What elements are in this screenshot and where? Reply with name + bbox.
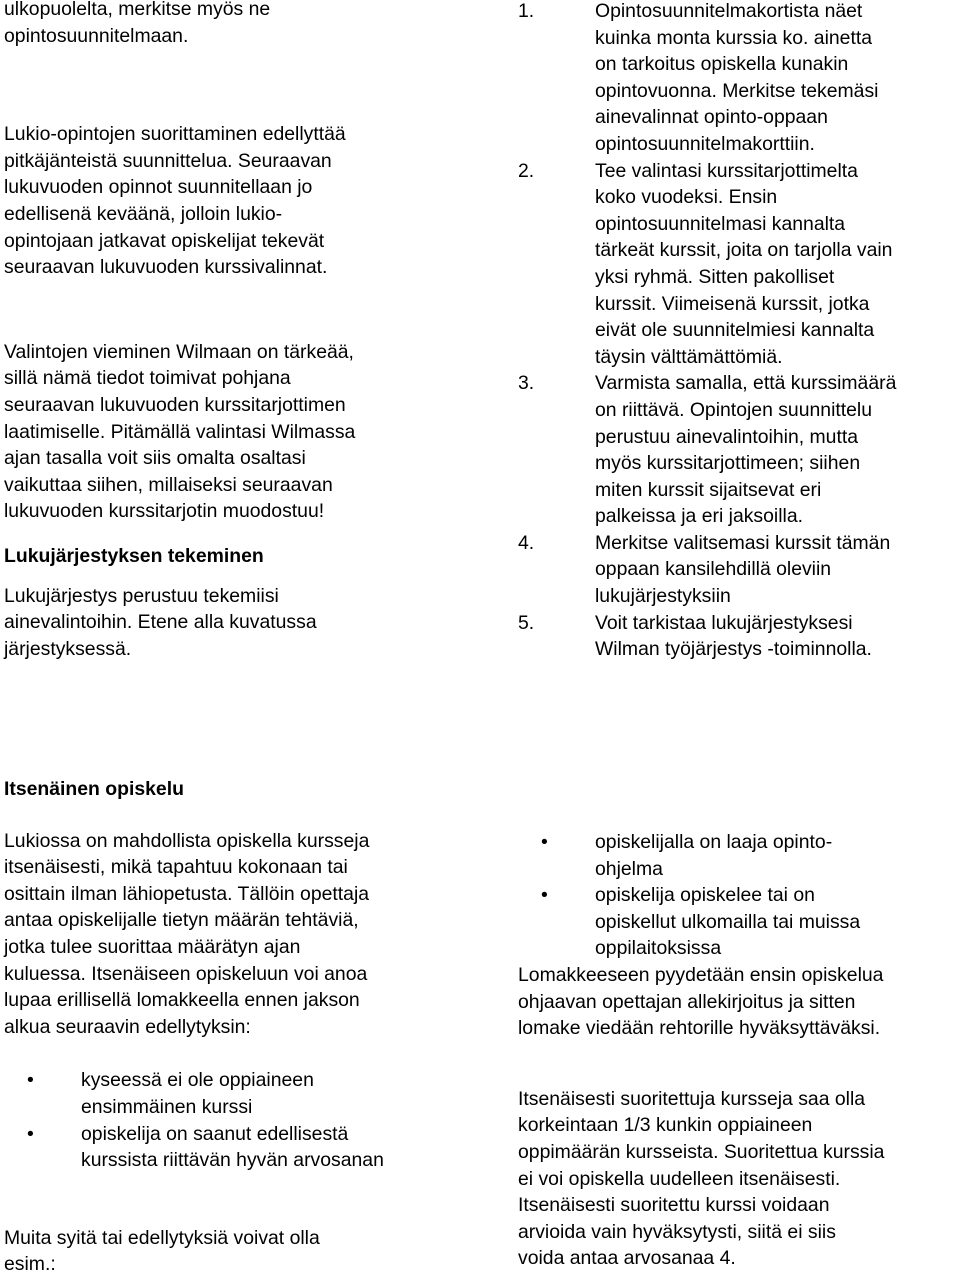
text-line: oppilaitoksissa <box>595 937 722 960</box>
bullet-icon: • <box>27 1069 34 1092</box>
intro-paragraph <box>4 0 474 49</box>
text-line: ajan tasalla voit siis omalta osaltasi <box>4 447 306 470</box>
reasons-list <box>518 829 958 962</box>
step-item <box>518 370 958 530</box>
steps-list <box>518 0 958 663</box>
bullet-icon: • <box>541 831 548 853</box>
text-line: kyseessä ei ole oppiaineen <box>81 1069 314 1092</box>
text-line: Merkitse valitsemasi kurssit tämän <box>595 531 891 554</box>
text-line: perustuu ainevalintoihin, mutta <box>595 425 859 448</box>
steps-column <box>518 0 958 663</box>
text-line: itsenäisesti, mikä tapahtuu kokonaan tai <box>4 856 348 879</box>
text-line: alkua seuraavin edellytyksin: <box>4 1015 251 1038</box>
text-line: opintojaan jatkavat opiskelijat tekevät <box>4 229 325 252</box>
step-number: 3. <box>518 372 535 395</box>
text-line: ohjelma <box>595 857 663 880</box>
other-reasons-paragraph <box>4 1225 494 1278</box>
text-line: Lomakkeeseen pyydetään ensin opiskelua <box>518 963 884 986</box>
grading-paragraph <box>518 1086 958 1272</box>
planning-paragraph <box>4 121 474 281</box>
list-item <box>518 882 958 962</box>
list-item <box>518 829 958 882</box>
step-number: 4. <box>518 531 535 554</box>
text-line: sillä nämä tiedot toimivat pohjana <box>4 367 291 390</box>
text-line: tärkeät kurssit, joita on tarjolla vain <box>595 239 893 262</box>
wilma-paragraph <box>4 339 474 525</box>
text-line: lomake viedään rehtorille hyväksyttäväksi. <box>518 1017 881 1040</box>
bullet-icon: • <box>541 884 548 907</box>
text-line: on tarkoitus opiskella kunakin <box>595 53 849 76</box>
text-line: opintosuunnitelmakorttiin. <box>595 132 815 155</box>
text-line: Varmista samalla, että kurssimäärä <box>595 372 897 395</box>
lower-left-column <box>4 776 494 1278</box>
text-line: jotka tulee suorittaa määrätyn ajan <box>4 935 301 958</box>
text-line: opiskelijalla on laaja opinto- <box>595 831 833 853</box>
lower-right-column <box>518 829 958 1272</box>
text-line: pitkäjänteistä suunnittelua. Seuraavan <box>4 149 332 172</box>
text-line: seuraavan lukuvuoden kurssitarjottimen <box>4 393 346 416</box>
text-line: Tee valintasi kurssitarjottimelta <box>595 159 858 182</box>
text-line: Lukujärjestys perustuu tekemiisi <box>4 584 279 607</box>
text-line: yksi ryhmä. Sitten pakolliset <box>595 265 835 288</box>
text-line: eivät ole suunnitelmiesi kannalta <box>595 319 875 342</box>
text-line: ensimmäinen kurssi <box>81 1095 253 1118</box>
upper-left-column <box>4 0 474 662</box>
step-number: 2. <box>518 159 535 182</box>
text-line: lupaa erillisellä lomakkeella ennen jakson <box>4 989 360 1012</box>
text-line: kurssit. Viimeisenä kurssit, jotka <box>595 292 870 315</box>
text-line: oppimäärän kursseista. Suoritettua kurssia <box>518 1140 885 1163</box>
step-item <box>518 530 958 610</box>
independent-study-paragraph <box>4 828 494 1041</box>
text-line: Opintosuunnitelmakortista näet <box>595 0 863 22</box>
step-item <box>518 610 958 663</box>
step-number: 5. <box>518 611 535 634</box>
independent-study-heading: Itsenäinen opiskelu <box>4 778 184 800</box>
text-line: miten kurssit sijaitsevat eri <box>595 478 822 501</box>
text-line: seuraavan lukuvuoden kurssivalinnat. <box>4 256 328 279</box>
schedule-paragraph <box>4 583 474 663</box>
text-line: opintosuunnitelmasi kannalta <box>595 212 846 235</box>
text-line: kuluessa. Itsenäiseen opiskeluun voi anoa <box>4 962 368 985</box>
text-line: lukujärjestyksiin <box>595 585 731 608</box>
text-line: esim.: <box>4 1253 56 1276</box>
text-line: ohjaavan opettajan allekirjoitus ja sitten <box>518 990 856 1013</box>
text-line: korkeintaan 1/3 kunkin oppiaineen <box>518 1114 813 1137</box>
step-item <box>518 158 958 371</box>
text-line: Valintojen vieminen Wilmaan on tärkeää, <box>4 340 354 363</box>
text-line: opintovuonna. Merkitse tekemäsi <box>595 79 879 102</box>
text-line: opintosuunnitelmaan. <box>4 24 189 47</box>
text-line: Muita syitä tai edellytyksiä voivat olla <box>4 1226 320 1249</box>
text-line: Lukio-opintojen suorittaminen edellyttää <box>4 123 346 146</box>
text-line: Voit tarkistaa lukujärjestyksesi <box>595 611 853 634</box>
text-line: opiskellut ulkomailla tai muissa <box>595 910 861 933</box>
text-line: järjestyksessä. <box>4 637 132 660</box>
text-line: täysin välttämättömiä. <box>595 345 783 368</box>
text-line: Lukiossa on mahdollista opiskella kursseja <box>4 829 370 852</box>
text-line: Wilman työjärjestys -toiminnolla. <box>595 638 872 661</box>
text-line: Itsenäisesti suoritettu kurssi voidaan <box>518 1194 830 1217</box>
text-line: edellisenä keväänä, jolloin lukio- <box>4 202 283 225</box>
text-line: opiskelija opiskelee tai on <box>595 884 815 907</box>
text-line: osittain ilman lähiopetusta. Tällöin opettaja <box>4 882 370 905</box>
text-line: lukuvuoden opinnot suunnitellaan jo <box>4 176 313 199</box>
text-line: on riittävä. Opintojen suunnittelu <box>595 398 873 421</box>
text-line: vaikuttaa siihen, millaiseksi seuraavan <box>4 473 333 496</box>
text-line: ulkopuolelta, merkitse myös ne <box>4 0 271 20</box>
text-line: kurssista riittävän hyvän arvosanan <box>81 1149 384 1172</box>
text-line: Itsenäisesti suoritettuja kursseja saa olla <box>518 1087 866 1110</box>
text-line: myös kurssitarjottimeen; siihen <box>595 452 861 475</box>
text-line: ei voi opiskella uudelleen itsenäisesti. <box>518 1167 841 1190</box>
bullet-icon: • <box>27 1122 34 1145</box>
text-line: palkeissa ja eri jaksoilla. <box>595 505 804 528</box>
text-line: laatimiselle. Pitämällä valintasi Wilmassa <box>4 420 356 443</box>
text-line: arvioida vain hyväksytysti, siitä ei siis <box>518 1220 836 1243</box>
list-item <box>4 1121 494 1174</box>
text-line: opiskelija on saanut edellisestä <box>81 1122 349 1145</box>
text-line: antaa opiskelijalle tietyn määrän tehtäviä, <box>4 909 359 932</box>
text-line: voida antaa arvosanaa 4. <box>518 1247 736 1270</box>
step-number: 1. <box>518 0 535 22</box>
text-line: oppaan kansilehdillä oleviin <box>595 558 832 581</box>
text-line: kuinka monta kurssia ko. ainetta <box>595 26 872 49</box>
list-item <box>4 1067 494 1120</box>
step-item <box>518 0 958 158</box>
form-paragraph <box>518 962 958 1042</box>
text-line: koko vuodeksi. Ensin <box>595 186 778 209</box>
text-line: lukuvuoden kurssitarjotin muodostuu! <box>4 500 325 523</box>
text-line: ainevalinnat opinto-oppaan <box>595 106 828 129</box>
schedule-heading: Lukujärjestyksen tekeminen <box>4 544 264 567</box>
conditions-list <box>4 1067 494 1173</box>
text-line: ainevalintoihin. Etene alla kuvatussa <box>4 611 317 634</box>
